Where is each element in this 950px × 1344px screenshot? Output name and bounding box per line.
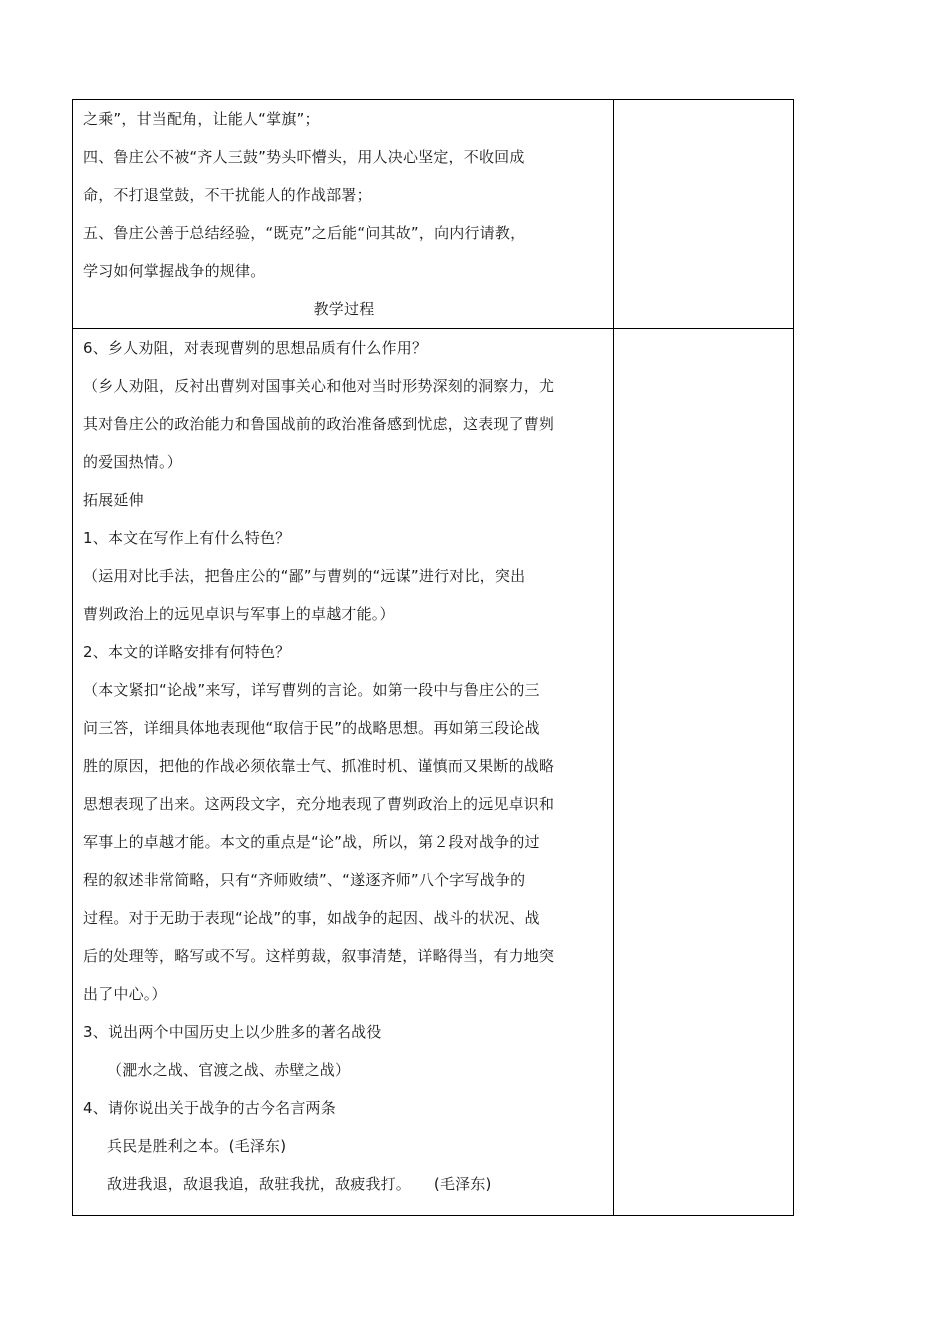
bottom-content-cell <box>73 329 613 1217</box>
text-line: 2、本文的详略安排有何特色？ <box>83 643 291 661</box>
text-line: 问三答，详细具体地表现他“取信于民”的战略思想。再如第三段论战 <box>83 719 540 737</box>
text-line: 五、鲁庄公善于总结经验，“既克”之后能“问其故”，向内行请教， <box>83 224 526 242</box>
text-line: 后的处理等，略写或不写。这样剪裁，叙事清楚，详略得当，有力地突 <box>83 947 555 965</box>
subheading: 拓展延伸 <box>83 491 144 509</box>
lesson-table <box>72 99 794 1216</box>
text-line: 1、本文在写作上有什么特色？ <box>83 529 291 547</box>
text-line: 学习如何掌握战争的规律。 <box>83 262 266 280</box>
text-line: 胜的原因，把他的作战必须依靠士气、抓准时机、谨慎而又果断的战略 <box>83 757 555 775</box>
text-line: 3、说出两个中国历史上以少胜多的著名战役 <box>83 1023 382 1041</box>
answer-line: （淝水之战、官渡之战、赤壁之战） <box>107 1061 351 1079</box>
text-line: 之乘”，甘当配角，让能人“掌旗”； <box>83 110 320 128</box>
section-heading: 教学过程 <box>313 300 375 318</box>
text-line: （乡人劝阻，反衬出曹刿对国事关心和他对当时形势深刻的洞察力，尤 <box>83 377 555 395</box>
text-line: （运用对比手法，把鲁庄公的“鄙”与曹刿的“远谋”进行对比，突出 <box>83 567 526 585</box>
text-line: （本文紧扣“论战”来写，详写曹刿的言论。如第一段中与鲁庄公的三 <box>83 681 540 699</box>
text-line: 思想表现了出来。这两段文字，充分地表现了曹刿政治上的远见卓识和 <box>83 795 555 813</box>
text-line: 四、鲁庄公不被“齐人三鼓”势头吓懵头，用人决心坚定，不收回成 <box>83 148 525 166</box>
text-line: 6、乡人劝阻，对表现曹刿的思想品质有什么作用？ <box>83 339 428 357</box>
text-line: 其对鲁庄公的政治能力和鲁国战前的政治准备感到忧虑，这表现了曹刿 <box>83 415 555 433</box>
text-line: 军事上的卓越才能。本文的重点是“论”战，所以，第２段对战争的过 <box>83 833 540 851</box>
column-divider <box>613 100 614 1215</box>
top-content-cell <box>73 100 613 328</box>
quote-line: 敌进我退，敌退我追，敌驻我扰，敌疲我打。 (毛泽东) <box>107 1175 492 1193</box>
text-line: 曹刿政治上的远见卓识与军事上的卓越才能。） <box>83 605 395 623</box>
text-line: 程的叙述非常简略，只有“齐师败绩”、“遂逐齐师”八个字写战争的 <box>83 871 526 889</box>
text-line: 出了中心。） <box>83 985 167 1003</box>
text-line: 4、请你说出关于战争的古今名言两条 <box>83 1099 336 1117</box>
text-line: 的爱国热情。） <box>83 453 182 471</box>
text-line: 命，不打退堂鼓，不干扰能人的作战部署； <box>83 186 372 204</box>
quote-line: 兵民是胜利之本。(毛泽东) <box>107 1137 287 1155</box>
text-line: 过程。对于无助于表现“论战”的事，如战争的起因、战斗的状况、战 <box>83 909 540 927</box>
